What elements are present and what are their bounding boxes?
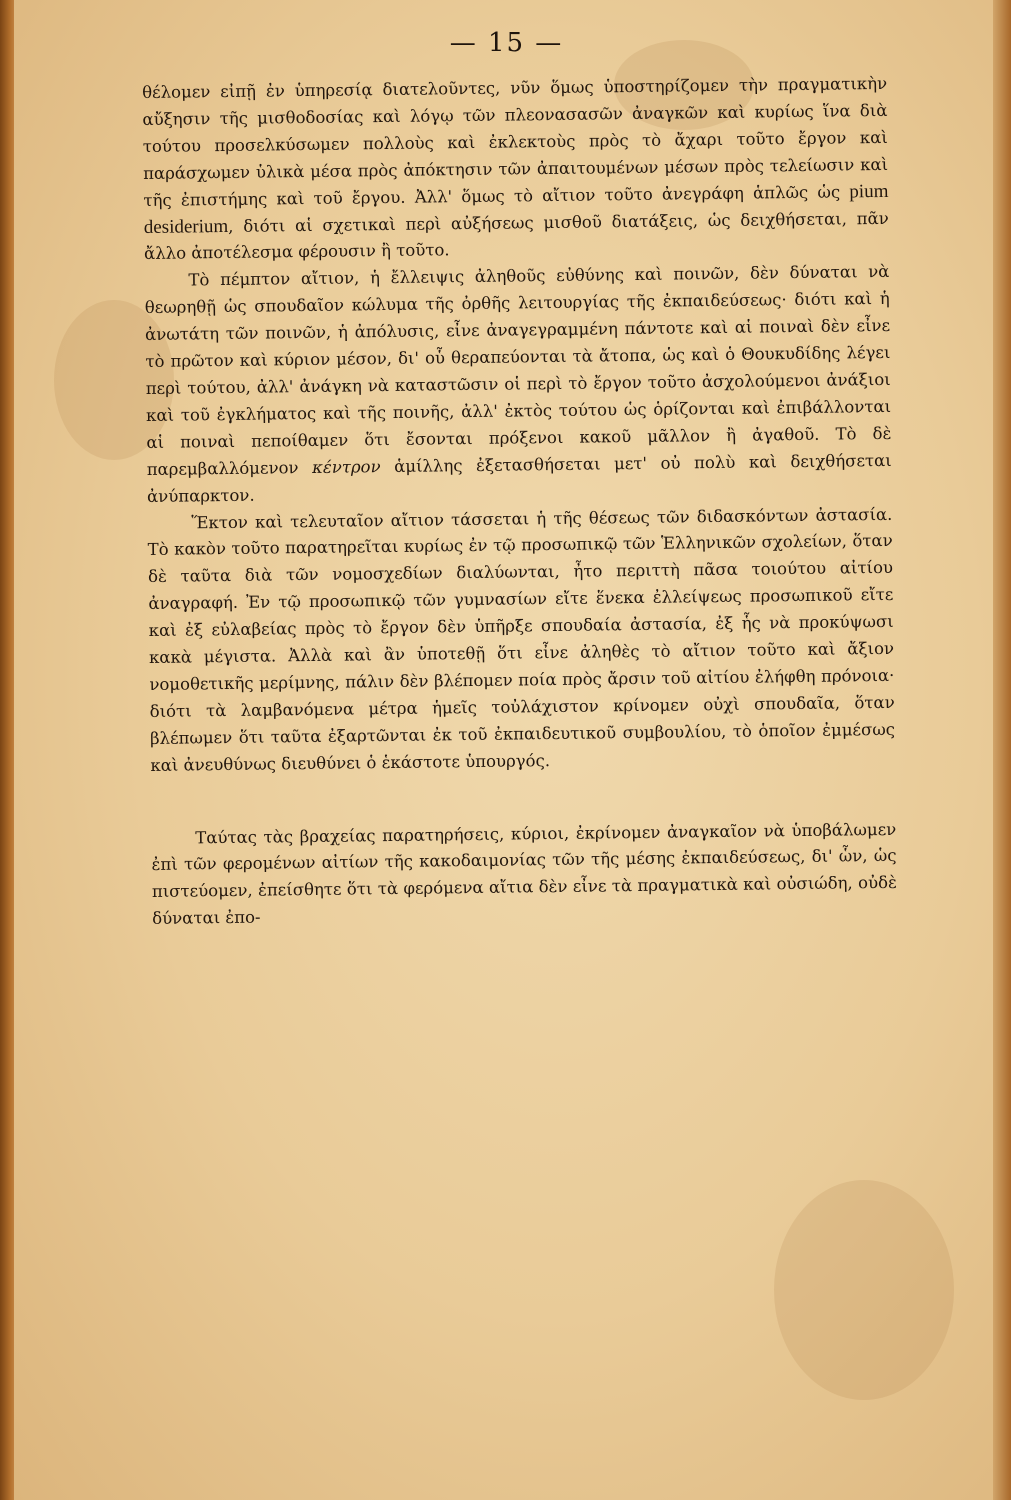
paragraph-1 bbox=[142, 71, 889, 268]
paragraph-2-text: Τὸ πέμπτον αἴτιον, ἡ ἔλλειψις ἀληθοῦς εὐθύνης καὶ ποινῶν, δὲν δύναται νὰ θεωρηθῇ ὡς σπουδαῖον κώλυμα τῆς ὀρθῆς λειτουργίας τῆς ἐκπαιδεύσεως· διότι καὶ ἡ ἀνωτάτη τῶν ποινῶν, ἡ ἀπόλυσις, εἶνε ἀναγεγραμμένη πάντοτε καὶ αἱ ποιναὶ δὲν εἶνε τὸ πρῶτον καὶ κύριον μέσον, δι' οὗ θεραπεύονται τὰ ἄτοπα, ὡς καὶ ὁ Θουκυδίδης λέγει περὶ τούτου, ἀλλ' ἀνάγκη νὰ καταστῶσιν οἱ περὶ τὸ ἔργον τοῦτο ἀσχολούμενοι ἀνάξιοι καὶ τοῦ ἐγκλήματος καὶ τῆς ποινῆς, ἀλλ' ἐκτὸς τούτου ὡς ὁρίζονται καὶ ἐπιβάλλονται αἱ ποιναὶ πεποίθαμεν ὅτι ἔσονται πρόξενοι κακοῦ μᾶλλον ἢ ἀγαθοῦ. Τὸ δὲ παρεμβαλλόμενον bbox=[144, 262, 892, 479]
paragraph-2 bbox=[144, 259, 892, 510]
body-text bbox=[142, 71, 897, 933]
paragraph-4: Ταύτας τὰς βραχείας παρατηρήσεις, κύριοι, ἐκρίνομεν ἀναγκαῖον νὰ ὑποβάλωμεν ἐπὶ τῶν φερομένων αἰτίων τῆς κακοδαιμονίας τῶν τῆς μέσης ἐκπαιδεύσεως, δι' ὧν, ὡς πιστεύομεν, ἐπείσθητε ὅτι τὰ φερόμενα αἴτια δὲν εἶνε τὰ πραγματικὰ καὶ οὐσιώδη, οὐδὲ δύναται ἐπο- bbox=[151, 819, 897, 929]
page-number: — 15 — bbox=[449, 28, 564, 58]
paragraph-1-text-end: , διότι αἱ σχετικαὶ περὶ αὐξήσεως μισθοῦ διατάξεις, ὡς δειχθήσεται, πᾶν ἄλλο ἀποτέλεσμα φέρουσιν ἢ τοῦτο. bbox=[144, 208, 889, 264]
page-edge bbox=[993, 0, 1011, 1500]
latin-phrase: pium desiderium bbox=[143, 180, 889, 238]
italic-word: κέντρον bbox=[311, 456, 381, 477]
paragraph-3: Ἕκτον καὶ τελευταῖον αἴτιον τάσσεται ἡ τῆς θέσεως τῶν διδασκόντων ἀστασία. Τὸ κακὸν τοῦτο παρατηρεῖται κυρίως ἐν τῷ προσωπικῷ τῶν Ἑλληνικῶν σχολείων, ὅταν δὲ ταῦτα διὰ τῶν νομοσχεδίων διαλύωνται, ἦτο περιττὴ πᾶσα τοιούτου αἰτίου ἀναγραφή. Ἐν τῷ προσωπικῷ τῶν γυμνασίων εἴτε ἕνεκα ἐλλείψεως προσωπικοῦ εἴτε καὶ ἐξ εὐλαβείας πρὸς τὸ ἔργον δὲν ὑπῆρξε σπουδαία ἀστασία, ἐξ ἧς νὰ προκύψωσι κακὰ μέγιστα. Ἀλλὰ καὶ ἂν ὑποτεθῇ ὅτι εἶνε ἀληθὲς τὸ αἴτιον τοῦτο καὶ ἄξιον νομοθετικῆς μερίμνης, πάλιν δὲν βλέπομεν ποία πρὸς ἄρσιν τοῦ αἰτίου ἐλήφθη πρόνοια· διότι τὰ λαμβανόμενα μέτρα ἡμεῖς τοὐλάχιστον κρίνομεν οὐχὶ σπουδαῖα, ὅταν βλέπωμεν ὅτι ταῦτα ἐξαρτῶνται ἐκ τοῦ ἐκπαιδευτικοῦ συμβουλίου, τὸ ὁποῖον ἐμμέσως καὶ ἀνευθύνως διευθύνει ὁ ἑκάστοτε ὑπουργός. bbox=[147, 504, 896, 775]
paragraph-1-text: θέλομεν εἰπῇ ἐν ὑπηρεσίᾳ διατελοῦντες, νῦν ὅμως ὑποστηρίζομεν τὴν πραγματικὴν αὔξησιν τῆς μισθοδοσίας καὶ λόγῳ τῶν πλεονασασῶν ἀναγκῶν καὶ κυρίως ἵνα διὰ τούτου προσελκύσωμεν πολλοὺς καὶ ἐκλεκτοὺς πρὸς τὸ ἄχαρι τοῦτο ἔργον καὶ παράσχωμεν ὑλικὰ μέσα πρὸς ἀπόκτησιν τῶν ἀπαιτουμένων μέσων πρὸς τελείωσιν καὶ τῆς ἐπιστήμης καὶ τοῦ ἔργου. Ἀλλ' ὅμως τὸ αἴτιον τοῦτο ἀνεγράφη ἁπλῶς ὡς bbox=[142, 73, 889, 210]
paper-stain bbox=[774, 1180, 954, 1400]
paragraph-2-text-end: ἁμίλλης ἐξετασθήσεται μετ' οὐ πολὺ καὶ δειχθήσεται ἀνύπαρκτον. bbox=[146, 450, 892, 506]
paper-page bbox=[14, 0, 999, 1500]
